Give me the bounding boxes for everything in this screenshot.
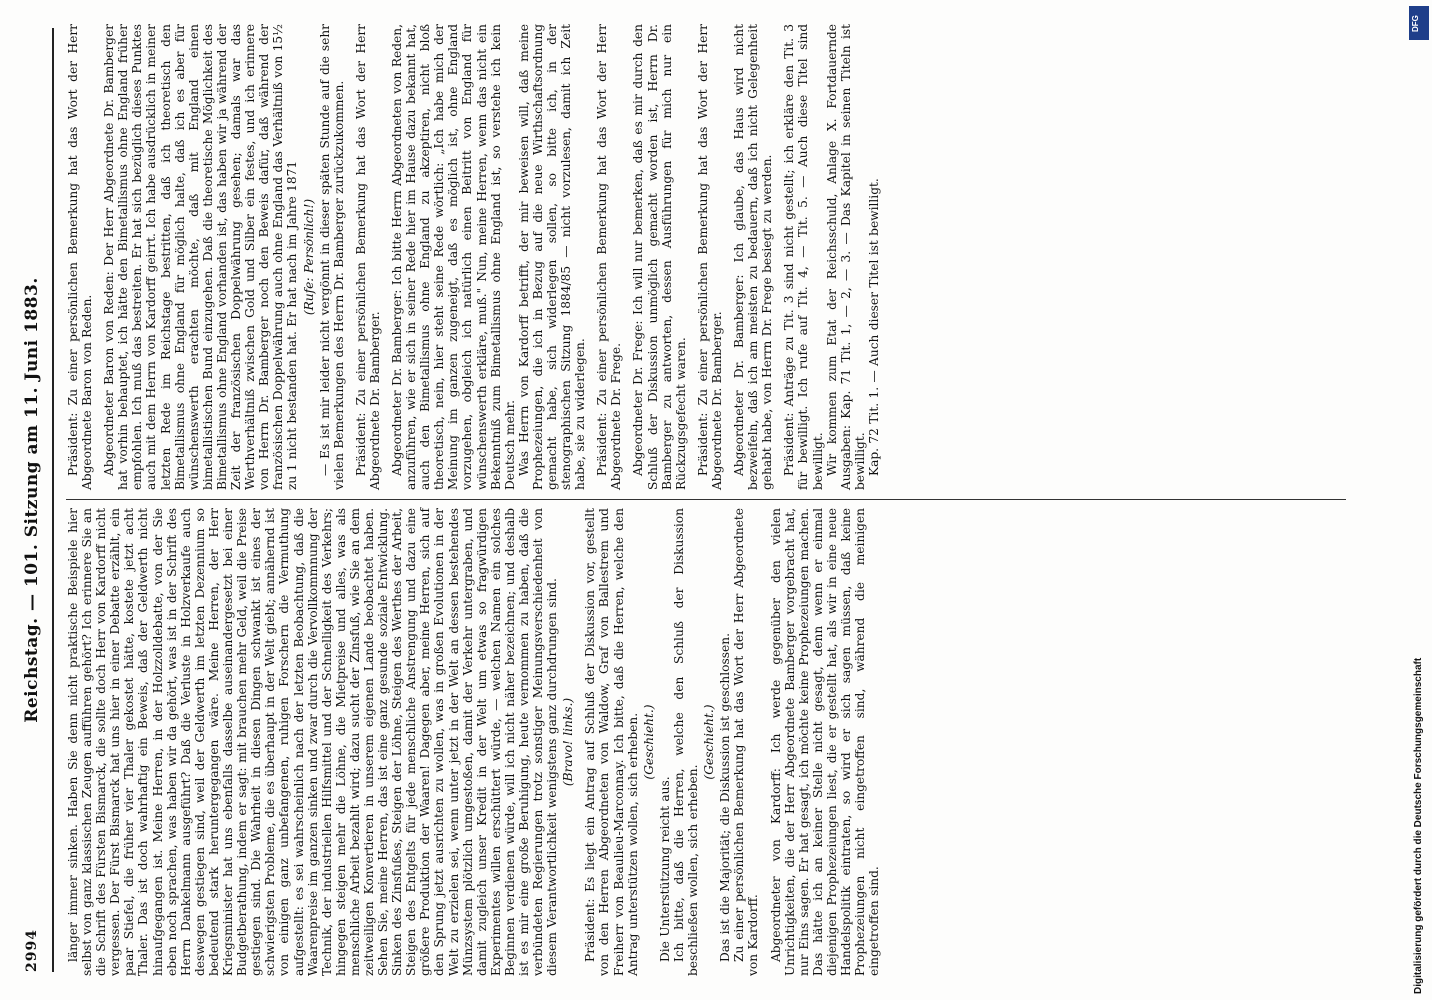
right-paragraph-12: Präsident: Anträge zu Tit. 3 sind nicht gestellt; ich erkläre den Tit. 3 für bewilligt. Ich rufe auf Tit. 4, — Tit. 5. — Auch diese Titel sind bewilligt.: [782, 24, 825, 490]
kardorff-statement: Abgeordneter von Kardorff: Ich werde gegenüber den vielen Unrichtigkeiten, die der Herr Abgeordnete Bamberger vorgebracht hat, nur Eins sagen. Er hat gesagt, ich möchte keine Prophezeiungen machen. Das hätte ich an keiner Stelle nicht gesagt, denn wenn er einmal diejenigen Prophezeiungen liest, die er gestellt hat, als wir in eine neue Handelspolitik eintraten, so wird er sich sagen müssen, daß keine Prophezeiungen nicht eingetroffen sind, während die meinigen eingetroffen sind.: [768, 508, 882, 976]
digitization-note-text: Digitalisierung gefördert durch die Deutsche Forschungsgemeinschaft: [1413, 657, 1424, 994]
support-note: Die Unterstützung reicht aus.: [657, 776, 672, 962]
right-paragraph-6: Abgeordneter Dr. Bamberger: Ich bitte Herrn Abgeordneten von Reden, anzuführen, wie er sich in seiner Rede hier im Hause dazu bekannt hat, auch den Bimetallismus ohne England zu akzeptiren, nicht bloß theoretisch, nein, hier steht seine Rede wörtlich: „Ich habe mich der Meinung im ganzen zugeneigt, daß es möglich ist, ohne England vorzugehen, obgleich ich natürlich einen Beitritt von England für wünschenswerth erkläre, muß." Nun, meine Herren, wenn das nicht ein Bekenntniß zum Bimetallismus ohne England ist, so verstehe ich kein Deutsch mehr.: [389, 24, 517, 490]
left-column: [66, 508, 881, 976]
right-paragraph-10: Präsident: Zu einer persönlichen Bemerkung hat das Wort der Herr Abgeordnete Dr. Bamberger.: [695, 24, 724, 490]
dfg-logo-text: DFG: [1411, 15, 1420, 32]
personal-remark: Zu einer persönlichen Bemerkung hat das Wort der Herr Abgeordnete von Kardorff.: [732, 508, 761, 976]
right-paragraph-14: Kap. 72 Tit. 1. — Auch dieser Titel ist bewilligt.: [866, 178, 881, 476]
right-interjection: (Rufe: Persönlich!): [301, 198, 316, 316]
president-motion: Präsident: Es liegt ein Antrag auf Schluß der Diskussion vor, gestellt von den Herren Abgeordneten von Waldow, Graf von Ballestrem und Freiherr von Beaulieu-Marconnay. Ich bitte, daß die Herren, welche den Antrag unterstützen wollen, sich erheben.: [583, 508, 640, 976]
page-header: [0, 0, 60, 1000]
right-paragraph-9: Abgeordneter Dr. Frege: Ich will nur bemerken, daß es mir durch den Schluß der Diskussion unmöglich gemacht worden ist, Herrn Dr. Bamberger zu antworten, dessen Ausführungen für mich nur ein Rückzugsgefecht waren.: [631, 24, 688, 490]
majority-note: Das ist die Majorität; die Diskussion ist geschlossen.: [718, 633, 733, 962]
dfg-logo: [1409, 6, 1429, 40]
left-paragraph-1: länger immer sinken. Haben Sie denn nicht praktische Beispiele hier selbst von ganz klassischen Zeugen aufführen gehört? Ich erinnere Sie an die Schrift des Fürsten Bismarck, die sollte doch Herr von Kardorff nicht vergessen. Der Fürst Bismarck hat uns hier in einer Debatte erzählt, ein paar Stiefel, die früher vier Thaler gekostet hätte, kostete jetzt acht Thaler. Das ist doch wahrhaftig ein Beweis, daß der Geldwerth nicht hinaufgegangen ist. Meine Herren, in der Holzzolldebatte, von der Sie eben noch sprachen, was haben wir da gehört, was ist in der Schrift des Herrn Dankelmann ausgeführt? Daß die Verluste in Holzverkaufe auch deswegen gestiegen sind, weil der Geldwerth im letzten Dezennium so bedeutend stark heruntergegangen wäre. Meine Herren, der Herr Kriegsminister hat uns ebenfalls dasselbe auseinandergesetzt bei einer Budgetberathung, indem er sagt: mit brauchen mehr Geld, weil die Preise gestiegen sind. Die Wahrheit in diesen Dingen schwankt ist eines der schwierigsten Probleme, die es überhaupt in der Welt giebt; annähernd ist von einigen ganz unbefangenen, ruhigen Forschern die Vermuthung aufgestellt: es sei wahrscheinlich nach der letzten Beobachtung, daß die Waarenpreise im ganzen sinken und zwar durch die Vervollkommnung der Technik, der industriellen Hilfsmittel und der Schnelligkeit des Verkehrs; hingegen steigen mehr die Löhne, die Mietpreise und alles, was als menschliche Arbeit bezahlt wird; dazu sucht der Zinsfuß, wie Sie an dem zeitweiligen Konvertieren in unserem eigenen Lande beobachtet haben. Sehen Sie, meine Herren, das ist eine ganz gesunde soziale Entwicklung. Sinken des Zinsfußes, Steigen der Löhne, Steigen des Werthes der Arbeit, Steigen des Entgelts für jede menschliche Anstrengung und dazu eine größere Produktion der Waaren! Dagegen aber, meine Herren, sich auf den Sprung jetzt ausrichten zu wollen, was in großen Evolutionen in der Welt zu erzielen sei, wenn unter jetzt in der Welt an dessen bestehendes Münzsystem plötzlich umgestoßen, damit der Verkehr untergraben, und damit zugleich unser Kredit in der Welt um etwas so fragwürdigen Experimentes willen erschüttert würde, — welchen Namen ein solches Beginnen verdienen würde, will ich nicht näher bezeichnen; und deshalb ist es mir eine große Beruhigung, heute vernommen zu haben, daß die verbündeten Regierungen trotz sonstiger Meinungsverschiedenheit von diesem Verantwortlichkeit wenigstens ganz durchdrungen sind.: [66, 508, 560, 976]
header-rule: [52, 28, 54, 972]
right-paragraph-1: Präsident: Zu einer persönlichen Bemerkung hat das Wort der Herr Abgeordnete Baron von Reden.: [66, 24, 95, 490]
digitization-note: [1409, 6, 1429, 994]
event-note-2: (Geschieht.): [702, 704, 717, 780]
right-paragraph-13: Wir kommen zum Etat der Reichsschuld, Anlage X. Fortdauernde Ausgaben: Kap. 71 Tit. 1, — 2, — 3. — Das Kapitel in seinen Titeln ist bewilligt.: [824, 24, 867, 490]
right-paragraph-4: — Es ist mir leider nicht vergönnt in dieser späten Stunde auf die sehr vielen Bemerkungen des Herrn Dr. Bamberger zurückzukommen.: [317, 24, 346, 490]
running-title: Reichstag. — 101. Sitzung am 11. Juni 1883.: [22, 277, 42, 723]
page-number: 2994: [24, 929, 40, 972]
request-note: Ich bitte, daß die Herren, welche den Schluß der Diskussion beschließen wollen, sich erheben.: [671, 508, 701, 976]
right-paragraph-5: Präsident: Zu einer persönlichen Bemerkung hat das Wort der Herr Abgeordnete Dr. Bamberger.: [353, 24, 382, 490]
right-paragraph-2: Abgeordneter Baron von Reden: Der Herr Abgeordnete Dr. Bamberger hat vorhin behauptet, ich hätte den Bimetallismus ohne England früher empfohlen. Ich muß das bestreiten. Er hat sich bezüglich dieses Punktes auch mit dem Herrn von Kardorff geirrt. Ich habe ausdrücklich in meiner letzten Rede im Reichstage bestritten, daß ich theoretisch den Bimetallismus ohne England für möglich halte, daß ich es aber für wünschenswerth erachten möchte, daß mit England einen bimetallistischen Bund einzugehen. Daß die theoretische Möglichkeit des Bimetallismus ohne England vorhanden ist, das haben wir ja während der Zeit der französischen Doppelwährung gesehen; damals war das Werthverhältniß zwischen Gold und Silber ein festes, und ich erinnere von Herrn Dr. Bamberger noch den Beweis dafür, daß während der französischen Doppelwährung auch ohne England das Verhältniß von 15½ zu 1 nicht bestanden hat. Er hat nach im Jahre 1871: [102, 24, 300, 490]
applause-note: (Bravo! links.): [561, 697, 576, 787]
right-paragraph-8: Präsident: Zu einer persönlichen Bemerkung hat das Wort der Herr Abgeordnete Dr. Frege.: [595, 24, 624, 490]
column-divider: [66, 499, 1346, 500]
right-paragraph-11: Abgeordneter Dr. Bamberger: Ich glaube, das Haus wird nicht bezweifeln, daß ich am meisten zu bedauern, daß ich nicht Gelegenheit gehabt habe, von Herrn Dr. Frege besiegt zu werden.: [732, 24, 775, 490]
right-column: [66, 24, 881, 490]
event-note-1: (Geschieht.): [641, 704, 656, 780]
right-paragraph-7: Was Herrn von Kardorff betrifft, der mir beweisen will, daß meine Prophezeiungen, die ich in Bezug auf die neue Wirthschaftsordnung gemacht habe, sich widerlegen sollen, so bitte ich, in der stenographischen Sitzung 1884/85 — nicht vorzulesen, damit ich Zeit habe, sie zu widerlegen.: [516, 24, 588, 490]
